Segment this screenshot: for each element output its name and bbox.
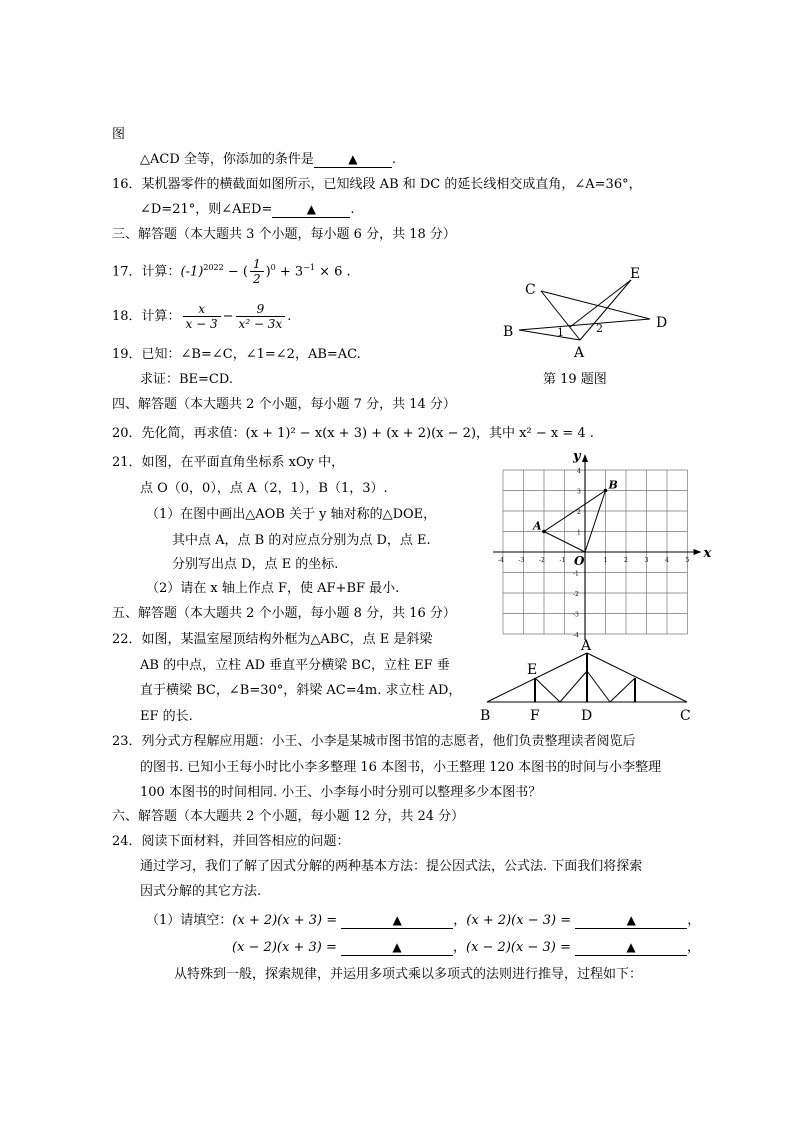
label-C: C	[680, 708, 691, 724]
question-17: 17．计算：$(-1)^{2022}$ − ( $\frac{1}{2}$ )$^0 + 3^{-1} \times 6$ .	[112, 257, 351, 287]
question-24-part-1-row-1: （1）请填空：(x + 2)(x + 3) = ▲ ，(x + 2)(x − 3) = ▲ ，	[146, 913, 701, 928]
label-E: E	[630, 266, 641, 282]
question-23-line-1: 23．列分式方程解应用题：小王、小李是某城市图书馆的志愿者，他们负责整理读者阅览后	[112, 734, 636, 749]
question-19-line-2: 求证：BE=CD.	[140, 372, 233, 387]
question-24-part-1-row-2: (x − 2)(x + 3) = ▲ ，(x − 2)(x − 3) = ▲ ，	[232, 940, 700, 955]
x-tick-label: -1	[559, 557, 566, 564]
fraction: $\frac{1}{2}$	[250, 257, 264, 286]
section-3-heading: 三、解答题（本大题共 3 个小题，每小题 6 分，共 18 分）	[112, 227, 456, 242]
section-5-heading: 五、解答题（本大题共 2 个小题，每小题 8 分，共 16 分）	[112, 606, 456, 621]
answer-blank[interactable]: ▲	[575, 940, 687, 956]
question-24-line-2: 通过学习，我们了解了因式分解的两种基本方法：提公因式法，公式法. 下面我们将探索	[140, 859, 643, 874]
question-21-line-3: （1）在图中画出△AOB 关于 y 轴对称的△DOE，	[146, 507, 437, 522]
segment-BA	[519, 330, 580, 340]
question-24-line-5: 从特殊到一般，探索规律，并运用多项式乘以多项式的法则进行推导，过程如下：	[174, 967, 643, 982]
x-axis-arrow	[694, 549, 702, 555]
y-tick-label: -2	[573, 591, 579, 598]
section-6-heading: 六、解答题（本大题共 2 个小题，每小题 12 分，共 24 分）	[112, 809, 465, 824]
segment-CD	[541, 291, 650, 319]
y-axis-label: y	[573, 449, 581, 464]
question-21-line-1: 21．如图，在平面直角坐标系 xOy 中，	[112, 455, 345, 470]
y-axis-arrow	[582, 454, 588, 462]
question-20: 20．先化简，再求值：(x + 1)² − x(x + 3) + (x + 2)(x − 2)，其中 x² − x = 4 .	[112, 426, 594, 441]
y-tick-label: 3	[577, 488, 581, 496]
x-tick-label: -4	[498, 557, 504, 564]
label-A: A	[574, 345, 585, 361]
brace-2	[560, 671, 587, 702]
question-24-line-3: 因式分解的其它方法.	[140, 884, 262, 899]
question-23-line-2: 的图书. 已知小王每小时比小李多整理 16 本图书，小王整理 120 本图书的时间与小李整理	[140, 760, 662, 775]
question-22-line-4: EF 的长.	[140, 709, 193, 724]
answer-blank[interactable]: ▲	[341, 940, 453, 956]
figure-21-grid	[484, 449, 714, 639]
question-24-line-1: 24．阅读下面材料，并回答相应的问题：	[112, 834, 350, 849]
brace-4	[610, 678, 635, 702]
y-tick-label: -3	[573, 611, 579, 619]
figure-22	[477, 636, 697, 724]
question-23-line-3: 100 本图书的时间相同. 小王、小李每小时分别可以整理多少本图书？	[140, 785, 542, 800]
y-tick-label: 1	[577, 529, 581, 537]
point-B	[604, 489, 608, 493]
label-angle-1: 1	[557, 326, 564, 339]
fraction-1: $\frac{x}{x - 3}$	[183, 302, 221, 331]
label-E: E	[527, 662, 538, 678]
x-tick-label: 4	[665, 557, 669, 564]
label-A: A	[581, 638, 592, 654]
label-F: F	[530, 708, 540, 724]
label-B: B	[480, 708, 491, 724]
segment-BD	[519, 319, 650, 330]
answer-blank[interactable]: ▲	[575, 913, 687, 929]
section-4-heading: 四、解答题（本大题共 2 个小题，每小题 7 分，共 14 分）	[112, 397, 456, 412]
label-D: D	[656, 315, 668, 331]
question-21-line-5: 分别写出点 D，点 E 的坐标.	[172, 557, 339, 572]
question-22-line-2: AB 的中点，立柱 AD 垂直平分横梁 BC，立柱 EF 垂	[140, 658, 450, 673]
question-16-line-1: 16．某机器零件的横截面如图所示，已知线段 AB 和 DC 的延长线相交成直角，∠A=36°，	[112, 177, 642, 192]
question-19-line-1: 19．已知：∠B=∠C，∠1=∠2，AB=AC.	[112, 347, 361, 362]
fragment-label: 图	[112, 127, 126, 142]
question-18: 18．计算： $\frac{x}{x - 3}$ − $\frac{9}{\text{x² − 3x}}$ .	[112, 302, 292, 331]
triangle-AOB	[544, 488, 606, 553]
y-tick-label: 2	[577, 509, 581, 516]
x-axis-label: x	[703, 546, 712, 561]
question-22-line-3: 直于横梁 BC，∠B=30°，斜梁 AC=4m. 求立柱 AD，	[140, 683, 462, 698]
brace-3	[587, 671, 610, 702]
segment-EB	[570, 280, 631, 327]
answer-blank[interactable]: ▲	[341, 913, 453, 929]
figure-19	[495, 262, 680, 362]
question-22-line-1: 22．如图，某温室屋顶结构外框为△ABC，点 E 是斜梁	[112, 632, 433, 647]
figure-19-caption: 第 19 题图	[543, 372, 607, 387]
question-21-line-2: 点 O（0，0），点 A（2，1），B（1，3）.	[140, 481, 388, 496]
question-21-line-4: 其中点 A，点 B 的对应点分别为点 D，点 E.	[172, 533, 431, 548]
beam-AC	[587, 653, 687, 702]
point-A	[542, 530, 546, 534]
y-tick-label: 4	[577, 468, 581, 475]
fraction-2: $\frac{9}{\text{x² − 3x}}$	[236, 302, 286, 331]
point-label-A: A	[533, 519, 542, 533]
question-15-continuation: △ACD 全等，你添加的条件是 ▲ .	[140, 152, 397, 167]
label-B: B	[503, 324, 514, 340]
question-16-line-2: ∠D=21°，则∠AED= ▲ .	[140, 202, 355, 217]
x-tick-label: -2	[539, 557, 545, 564]
point-label-B: B	[608, 478, 618, 492]
label-D: D	[581, 708, 593, 724]
segment-AE	[580, 280, 631, 340]
label-C: C	[525, 282, 536, 298]
question-21-line-6: （2）请在 x 轴上作点 F，使 AF+BF 最小.	[146, 581, 400, 596]
y-tick-label: -4	[573, 632, 579, 639]
origin-label: O	[574, 554, 585, 568]
y-tick-label: -1	[573, 570, 579, 578]
brace-1	[535, 678, 560, 702]
x-tick-label: 3	[644, 557, 649, 564]
x-tick-label: 2	[624, 557, 628, 564]
answer-blank[interactable]: ▲	[272, 202, 350, 218]
label-angle-2: 2	[596, 322, 603, 335]
x-tick-label: -3	[518, 557, 525, 564]
answer-blank[interactable]: ▲	[314, 152, 392, 168]
x-tick-label: 5	[685, 557, 690, 564]
x-tick-label: 1	[603, 557, 608, 564]
